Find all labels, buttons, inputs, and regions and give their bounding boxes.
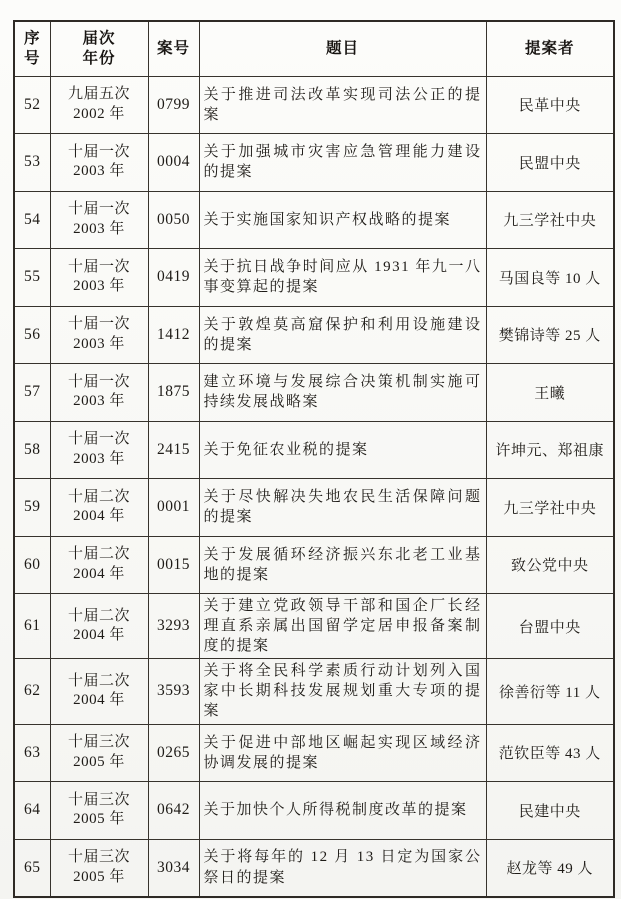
- cell-proposer: 赵龙等 49 人: [486, 839, 614, 897]
- cell-case: 0642: [148, 782, 199, 840]
- cell-case: 0001: [148, 479, 199, 537]
- cell-session-year: [50, 306, 148, 364]
- table-row: [14, 191, 614, 249]
- cell-title: 关于实施国家知识产权战略的提案: [199, 191, 486, 249]
- cell-session-year: [50, 594, 148, 659]
- cell-session-year: [50, 724, 148, 782]
- cell-session-year: [50, 364, 148, 422]
- cell-case: 0015: [148, 536, 199, 594]
- cell-title: 关于将每年的 12 月 13 日定为国家公祭日的提案: [199, 839, 486, 897]
- year-line: 2002 年: [73, 105, 125, 122]
- table-row: [14, 76, 614, 134]
- cell-no: 58: [14, 421, 50, 479]
- cell-no: 62: [14, 659, 50, 724]
- cell-no: 60: [14, 536, 50, 594]
- cell-proposer: 民革中央: [486, 76, 614, 134]
- session-line: 十届二次: [67, 546, 130, 563]
- cell-no: 55: [14, 249, 50, 307]
- year-line: 2005 年: [73, 753, 125, 770]
- session-line: 十届一次: [67, 431, 130, 448]
- column-header-proposer: 提案者: [486, 21, 614, 76]
- cell-session-year: [50, 76, 148, 134]
- cell-proposer: 民盟中央: [486, 134, 614, 192]
- column-header-case: 案号: [148, 21, 199, 76]
- year-line: 2003 年: [73, 335, 125, 352]
- session-line: 十届三次: [67, 791, 130, 808]
- header-line: 序: [23, 30, 41, 48]
- column-header-no: [14, 21, 50, 76]
- year-line: 2004 年: [73, 508, 125, 525]
- session-line: 十届一次: [67, 373, 130, 390]
- table-row: [14, 594, 614, 659]
- cell-title: 关于建立党政领导干部和国企厂长经理直系亲属出国留学定居申报备案制度的提案: [199, 594, 486, 659]
- cell-title: 关于将全民科学素质行动计划列入国家中长期科技发展规划重大专项的提案: [199, 659, 486, 724]
- year-line: 2004 年: [73, 627, 125, 644]
- cell-title: 关于加快个人所得税制度改革的提案: [199, 782, 486, 840]
- header-line: 届次: [82, 30, 116, 48]
- cell-title: 关于抗日战争时间应从 1931 年九一八事变算起的提案: [199, 249, 486, 307]
- cell-proposer: 台盟中央: [486, 594, 614, 659]
- year-line: 2004 年: [73, 692, 125, 709]
- cell-case: 3293: [148, 594, 199, 659]
- header-row: [14, 21, 614, 76]
- column-header-session-year: [50, 21, 148, 76]
- header-line: 号: [23, 49, 41, 67]
- table-row: [14, 479, 614, 537]
- cell-session-year: [50, 536, 148, 594]
- table-row: [14, 306, 614, 364]
- cell-session-year: [50, 421, 148, 479]
- cell-case: 1875: [148, 364, 199, 422]
- cell-title: 关于发展循环经济振兴东北老工业基地的提案: [199, 536, 486, 594]
- cell-title: 关于尽快解决失地农民生活保障问题的提案: [199, 479, 486, 537]
- session-line: 十届一次: [67, 316, 130, 333]
- session-line: 十届一次: [67, 143, 130, 160]
- cell-case: 0004: [148, 134, 199, 192]
- cell-case: 1412: [148, 306, 199, 364]
- cell-proposer: 樊锦诗等 25 人: [486, 306, 614, 364]
- table-row: [14, 724, 614, 782]
- cell-case: 2415: [148, 421, 199, 479]
- year-line: 2005 年: [73, 811, 125, 828]
- year-line: 2005 年: [73, 868, 125, 885]
- table-row: [14, 782, 614, 840]
- cell-no: 64: [14, 782, 50, 840]
- cell-session-year: [50, 839, 148, 897]
- year-line: 2003 年: [73, 278, 125, 295]
- cell-session-year: [50, 659, 148, 724]
- year-line: 2003 年: [73, 163, 125, 180]
- cell-case: 3034: [148, 839, 199, 897]
- cell-proposer: 致公党中央: [486, 536, 614, 594]
- session-line: 十届二次: [67, 607, 130, 624]
- cell-proposer: 九三学社中央: [486, 191, 614, 249]
- year-line: 2003 年: [73, 393, 125, 410]
- cell-session-year: [50, 191, 148, 249]
- cell-title: 关于敦煌莫高窟保护和利用设施建设的提案: [199, 306, 486, 364]
- header-line: 年份: [82, 49, 116, 67]
- cell-proposer: 马国良等 10 人: [486, 249, 614, 307]
- session-line: 九届五次: [67, 86, 130, 103]
- cell-case: 3593: [148, 659, 199, 724]
- cell-no: 63: [14, 724, 50, 782]
- cell-case: 0419: [148, 249, 199, 307]
- year-line: 2003 年: [73, 220, 125, 237]
- cell-proposer: 民建中央: [486, 782, 614, 840]
- cell-no: 54: [14, 191, 50, 249]
- cell-session-year: [50, 134, 148, 192]
- cell-session-year: [50, 479, 148, 537]
- session-line: 十届二次: [67, 672, 130, 689]
- cell-proposer: 九三学社中央: [486, 479, 614, 537]
- table-row: [14, 134, 614, 192]
- year-line: 2004 年: [73, 565, 125, 582]
- session-line: 十届三次: [67, 734, 130, 751]
- cell-no: 52: [14, 76, 50, 134]
- cell-case: 0799: [148, 76, 199, 134]
- column-header-title: 题目: [199, 21, 486, 76]
- cell-case: 0050: [148, 191, 199, 249]
- table-row: [14, 839, 614, 897]
- cell-proposer: 范钦臣等 43 人: [486, 724, 614, 782]
- table-row: [14, 659, 614, 724]
- cell-title: 关于免征农业税的提案: [199, 421, 486, 479]
- cell-no: 59: [14, 479, 50, 537]
- proposals-table: [13, 20, 615, 898]
- cell-case: 0265: [148, 724, 199, 782]
- session-line: 十届一次: [67, 258, 130, 275]
- session-line: 十届二次: [67, 488, 130, 505]
- year-line: 2003 年: [73, 450, 125, 467]
- table-row: [14, 364, 614, 422]
- cell-title: 关于加强城市灾害应急管理能力建设的提案: [199, 134, 486, 192]
- table-row: [14, 536, 614, 594]
- cell-no: 56: [14, 306, 50, 364]
- cell-no: 61: [14, 594, 50, 659]
- cell-session-year: [50, 782, 148, 840]
- cell-proposer: 王曦: [486, 364, 614, 422]
- cell-session-year: [50, 249, 148, 307]
- cell-no: 57: [14, 364, 50, 422]
- cell-title: 关于推进司法改革实现司法公正的提案: [199, 76, 486, 134]
- session-line: 十届三次: [67, 849, 130, 866]
- cell-no: 65: [14, 839, 50, 897]
- session-line: 十届一次: [67, 201, 130, 218]
- cell-proposer: 许坤元、郑祖康: [486, 421, 614, 479]
- table-row: [14, 421, 614, 479]
- table-row: [14, 249, 614, 307]
- cell-proposer: 徐善衍等 11 人: [486, 659, 614, 724]
- cell-title: 关于促进中部地区崛起实现区域经济协调发展的提案: [199, 724, 486, 782]
- cell-title: 建立环境与发展综合决策机制实施可持续发展战略案: [199, 364, 486, 422]
- cell-no: 53: [14, 134, 50, 192]
